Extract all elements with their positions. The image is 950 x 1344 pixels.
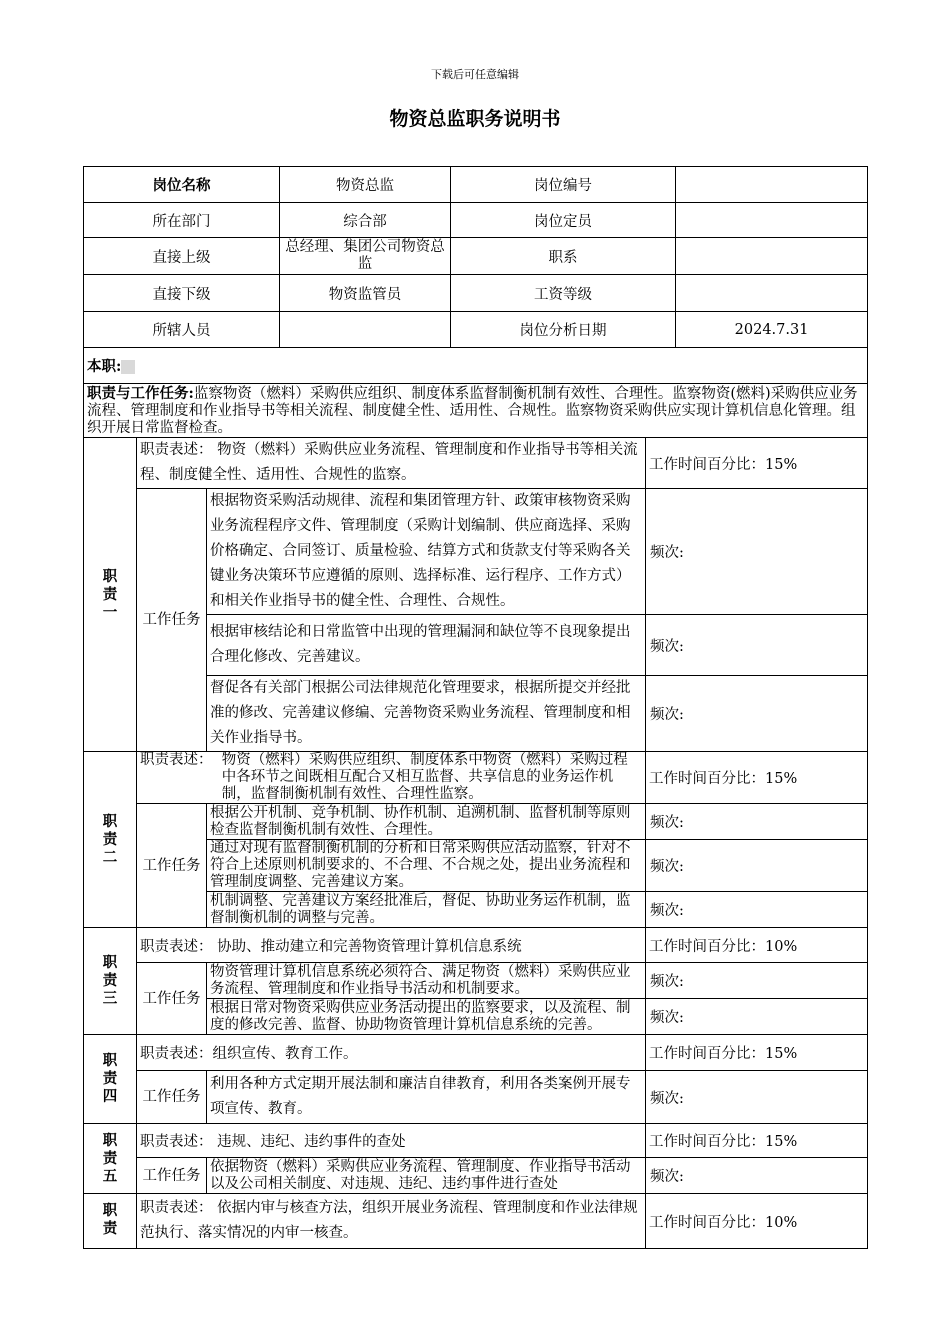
info-label: 直接上级 bbox=[84, 238, 280, 275]
info-value: 2024.7.31 bbox=[676, 312, 868, 348]
info-value: 物资监管员 bbox=[280, 275, 451, 312]
info-row bbox=[84, 167, 868, 203]
info-label: 所在部门 bbox=[84, 203, 280, 238]
task-text: 督促各有关部门根据公司法律规范化管理要求，根据所提交并经批准的修改、完善建议修编、完善物资采购业务流程、管理制度和相关作业指导书。 bbox=[207, 676, 646, 752]
duty-label: 职 责 bbox=[84, 1194, 137, 1249]
work-time-percent: 工作时间百分比：10% bbox=[646, 928, 868, 963]
header-note: 下载后可任意编辑 bbox=[431, 68, 519, 81]
benzhi-row bbox=[84, 348, 868, 384]
task-text: 物资管理计算机信息系统必须符合、满足物资（燃料）采购供应业务流程、管理制度和作业指导书活动和机制要求。 bbox=[207, 963, 646, 999]
work-task-label: 工作任务 bbox=[137, 963, 207, 1035]
duty-overview-text: 监察物资（燃料）采购供应组织、制度体系监督制衡机制有效性、合理性。监察物资(燃料)采购供应业务流程、管理制度和作业指导书等相关流程、制度健全性、适用性、合规性。监察物资采购供应实现计算机信息化管理。组织开展日常监督检查。 bbox=[87, 386, 858, 436]
duty-label: 职 责 四 bbox=[84, 1035, 137, 1124]
benzhi-label: 本职: bbox=[87, 358, 122, 375]
info-label: 所辖人员 bbox=[84, 312, 280, 348]
info-label: 岗位分析日期 bbox=[451, 312, 676, 348]
gray-block bbox=[121, 360, 135, 374]
work-time-percent: 工作时间百分比：15% bbox=[646, 1124, 868, 1158]
benzhi-cell bbox=[84, 348, 868, 384]
work-time-percent: 工作时间百分比：15% bbox=[646, 438, 868, 489]
task-text: 根据日常对物资采购供应业务活动提出的监察要求，以及流程、制度的修改完善、监督、协助物资管理计算机信息系统的完善。 bbox=[207, 999, 646, 1035]
work-task-label: 工作任务 bbox=[137, 489, 207, 752]
task-row bbox=[84, 804, 868, 840]
info-value bbox=[280, 312, 451, 348]
task-row bbox=[84, 963, 868, 999]
info-value bbox=[676, 203, 868, 238]
duty-statement-row bbox=[84, 1194, 868, 1249]
frequency: 频次: bbox=[646, 676, 868, 752]
duty-statement: 职责表述： 协助、推动建立和完善物资管理计算机信息系统 bbox=[137, 928, 646, 963]
task-text: 根据审核结论和日常监管中出现的管理漏洞和缺位等不良现象提出合理化修改、完善建议。 bbox=[207, 615, 646, 676]
duty-statement-row bbox=[84, 438, 868, 489]
duty-overview-cell bbox=[84, 384, 868, 438]
info-value: 综合部 bbox=[280, 203, 451, 238]
work-time-percent: 工作时间百分比：15% bbox=[646, 1035, 868, 1071]
frequency: 频次: bbox=[646, 804, 868, 840]
task-row bbox=[84, 489, 868, 615]
frequency: 频次: bbox=[646, 892, 868, 928]
frequency: 频次: bbox=[646, 963, 868, 999]
duty-statement-cell bbox=[137, 752, 646, 804]
duty-statement: 物资（燃料）采购供应组织、制度体系中物资（燃料）采购过程中各环节之间既相互配合又相互监督、共享信息的业务运作机制，监督制衡机制有效性、合理性监察。 bbox=[221, 752, 628, 802]
info-value bbox=[676, 238, 868, 275]
duty-statement-row bbox=[84, 1124, 868, 1158]
info-value bbox=[676, 275, 868, 312]
job-description-table bbox=[83, 166, 868, 1249]
info-value: 物资总监 bbox=[280, 167, 451, 203]
duty-label: 职 责 二 bbox=[84, 752, 137, 928]
task-text: 根据公开机制、竞争机制、协作机制、追溯机制、监督机制等原则检查监督制衡机制有效性、合理性。 bbox=[207, 804, 646, 840]
frequency: 频次: bbox=[646, 840, 868, 892]
info-value: 总经理、集团公司物资总监 bbox=[280, 238, 451, 275]
task-row bbox=[84, 1158, 868, 1194]
info-row bbox=[84, 203, 868, 238]
duty-overview-row bbox=[84, 384, 868, 438]
page-title: 物资总监职务说明书 bbox=[389, 108, 561, 130]
duty-statement-row bbox=[84, 1035, 868, 1071]
frequency: 频次: bbox=[646, 615, 868, 676]
frequency: 频次: bbox=[646, 1158, 868, 1194]
work-time-percent: 工作时间百分比：15% bbox=[646, 752, 868, 804]
duty-label: 职 责 五 bbox=[84, 1124, 137, 1194]
work-time-percent: 工作时间百分比：10% bbox=[646, 1194, 868, 1249]
duty-statement-row bbox=[84, 928, 868, 963]
info-label: 岗位编号 bbox=[451, 167, 676, 203]
info-label: 岗位定员 bbox=[451, 203, 676, 238]
duty-statement: 职责表述：组织宣传、教育工作。 bbox=[137, 1035, 646, 1071]
frequency: 频次: bbox=[646, 1071, 868, 1124]
info-label: 工资等级 bbox=[451, 275, 676, 312]
frequency: 频次: bbox=[646, 489, 868, 615]
work-task-label: 工作任务 bbox=[137, 1158, 207, 1194]
info-label: 岗位名称 bbox=[84, 167, 280, 203]
duty-statement-row bbox=[84, 752, 868, 804]
task-text: 利用各种方式定期开展法制和廉洁自律教育，利用各类案例开展专项宣传、教育。 bbox=[207, 1071, 646, 1124]
work-task-label: 工作任务 bbox=[137, 804, 207, 928]
duty-label: 职 责 一 bbox=[84, 438, 137, 752]
task-text: 根据物资采购活动规律、流程和集团管理方针、政策审核物资采购业务流程程序文件、管理制度（采购计划编制、供应商选择、采购价格确定、合同签订、质量检验、结算方式和货款支付等采购各关键业务决策环节应遵循的原则、选择标准、运行程序、工作方式）和相关作业指导书的健全性、合理性、合规性。 bbox=[207, 489, 646, 615]
work-task-label: 工作任务 bbox=[137, 1071, 207, 1124]
info-value bbox=[676, 167, 868, 203]
task-text: 通过对现有监督制衡机制的分析和日常采购供应活动监察，针对不符合上述原则机制要求的、不合理、不合规之处，提出业务流程和管理制度调整、完善建议方案。 bbox=[207, 840, 646, 892]
info-row bbox=[84, 238, 868, 275]
duty-overview-label: 职责与工作任务: bbox=[87, 385, 194, 402]
duty-statement: 职责表述： 依据内审与核查方法，组织开展业务流程、管理制度和作业法律规范执行、落实情况的内审一核查。 bbox=[137, 1194, 646, 1249]
task-row bbox=[84, 1071, 868, 1124]
duty-statement-head: 职责表述： bbox=[140, 752, 222, 768]
info-row bbox=[84, 312, 868, 348]
info-label: 职系 bbox=[451, 238, 676, 275]
frequency: 频次: bbox=[646, 999, 868, 1035]
task-text: 机制调整、完善建议方案经批准后，督促、协助业务运作机制，监督制衡机制的调整与完善。 bbox=[207, 892, 646, 928]
duty-statement: 职责表述： 物资（燃料）采购供应业务流程、管理制度和作业指导书等相关流程、制度健全性、适用性、合规性的监察。 bbox=[137, 438, 646, 489]
info-label: 直接下级 bbox=[84, 275, 280, 312]
duty-label: 职 责 三 bbox=[84, 928, 137, 1035]
info-row bbox=[84, 275, 868, 312]
task-text: 依据物资（燃料）采购供应业务流程、管理制度、作业指导书活动以及公司相关制度、对违规、违纪、违约事件进行查处 bbox=[207, 1158, 646, 1194]
duty-statement: 职责表述： 违规、违纪、违约事件的查处 bbox=[137, 1124, 646, 1158]
